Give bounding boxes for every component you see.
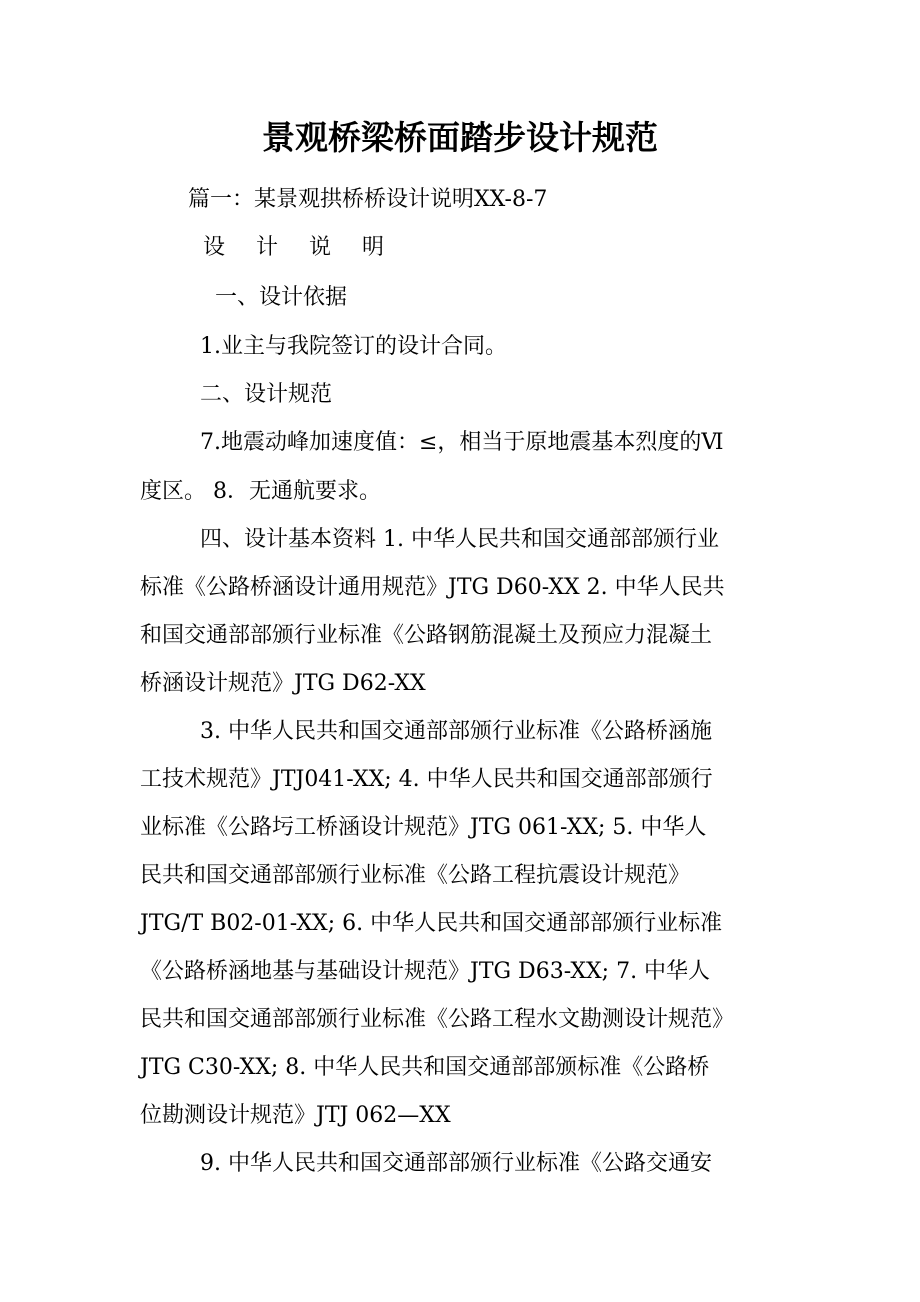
document-title: 景观桥梁桥面踏步设计规范 [262, 118, 658, 157]
paragraph-line: 度区。 8．无通航要求。 [140, 479, 381, 504]
paragraph-line: 民共和国交通部部颁行业标准《公路工程抗震设计规范》 [140, 863, 691, 888]
paragraph-line: 桥涵设计规范》JTG D62-XX [140, 671, 426, 696]
paragraph-line: JTG C30-XX; 8. 中华人民共和国交通部部颁标准《公路桥 [140, 1055, 710, 1080]
section-heading-design-codes: 二、设计规范 [200, 382, 333, 407]
paragraph-line: 四、设计基本资料 1. 中华人民共和国交通部部颁行业 [200, 527, 719, 552]
paragraph-line: 位勘测设计规范》JTJ 062—XX [140, 1103, 451, 1128]
paragraph-line: JTG/T B02-01-XX; 6. 中华人民共和国交通部部颁行业标准 [140, 911, 723, 936]
section-heading-design-basis: 一、设计依据 [215, 285, 348, 310]
paragraph-line: 工技术规范》JTJ041-XX; 4. 中华人民共和国交通部部颁行 [140, 767, 713, 792]
paragraph-line: 9. 中华人民共和国交通部部颁行业标准《公路交通安 [200, 1151, 712, 1176]
paragraph-line: 标准《公路桥涵设计通用规范》JTG D60-XX 2. 中华人民共 [140, 575, 725, 600]
paragraph-line: 7.地震动峰加速度值：≤，相当于原地震基本烈度的Ⅵ [200, 430, 724, 455]
paragraph-contract: 1.业主与我院签订的设计合同。 [200, 334, 507, 359]
paragraph-line: 和国交通部部颁行业标准《公路钢筋混凝土及预应力混凝土 [140, 623, 713, 648]
paragraph-line: 业标准《公路圬工桥涵设计规范》JTG 061-XX; 5. 中华人 [140, 815, 707, 840]
chapter-heading: 篇一：某景观拱桥桥设计说明XX-8-7 [188, 187, 548, 212]
paragraph-line: 3. 中华人民共和国交通部部颁行业标准《公路桥涵施 [200, 719, 712, 744]
section-heading-design-notes: 设 计 说 明 [203, 235, 396, 260]
paragraph-line: 《公路桥涵地基与基础设计规范》JTG D63-XX; 7. 中华人 [140, 959, 711, 984]
paragraph-line: 民共和国交通部部颁行业标准《公路工程水文勘测设计规范》 [140, 1007, 735, 1032]
